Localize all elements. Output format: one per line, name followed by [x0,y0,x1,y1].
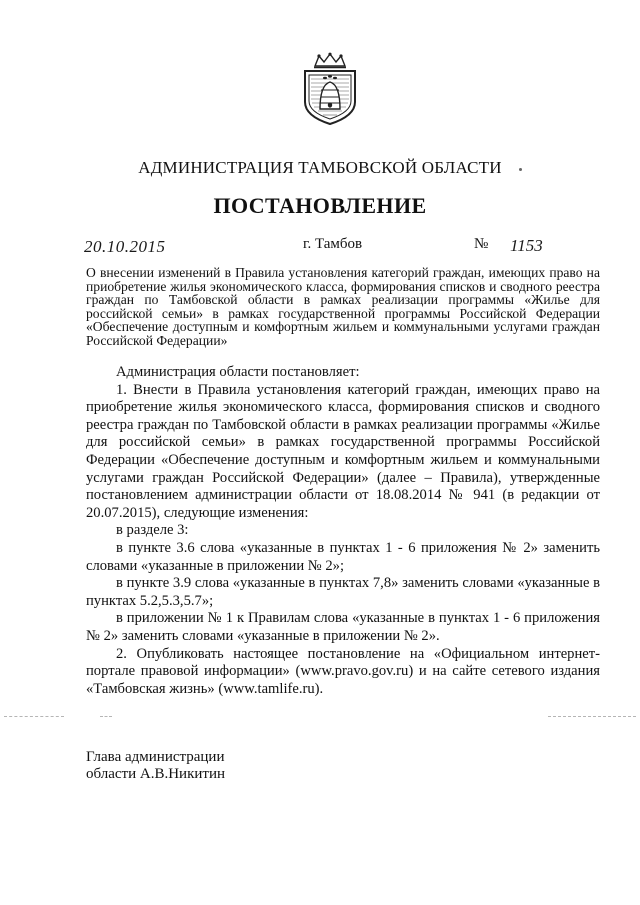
agency-name: АДМИНИСТРАЦИЯ ТАМБОВСКОЙ ОБЛАСТИ [138,158,502,177]
document-city: г. Тамбов [303,236,363,252]
document-number: 1153 [510,236,543,255]
scan-dash-right [548,716,636,717]
body-paragraph: Администрация области постановляет: [116,364,360,380]
document-subject: О внесении изменений в Правила установления категорий граждан, имеющих право на приобретение жилья экономического класса, формирования списков и сводного реестра граждан по Тамбовской области в рамках реализации программы «Жилье для российской семьи» в рамках государственной программы Российской Федерации «Обеспечение доступным и комфортным жильем и коммунальными услугами граждан Российской Федерации» [86,265,600,348]
signature-block [86,749,225,783]
signature-name: области А.В.Никитин [86,766,226,782]
document-title: ПОСТАНОВЛЕНИЕ [213,193,427,218]
body-paragraph: в разделе 3: [116,522,189,539]
body-paragraph: 1. Внести в Правила установления категорий граждан, имеющих право на приобретение жилья экономического класса, формирования списков и сводного реестра граждан по Тамбовской области в рамках реализации программы «Жилье для российской семьи» в рамках государственной программы Российской Федерации «Обеспечение доступным и комфортным жильем и коммунальными услугами граждан Российской Федерации» (далее – Правила), утвержденные постановлением администрации области от 18.08.2014 № 941 (в редакции от 20.07.2015), следующие изменения: [86,381,600,521]
body-paragraph: 2. Опубликовать настоящее постановление на «Официальном интернет-портале правовой информации» (www.pravo.gov.ru) и на сайте сетевого издания «Тамбовская жизнь» (www.tamlife.ru). [86,645,600,697]
signature-title: Глава администрации [86,749,225,765]
body-paragraph: в приложении № 1 к Правилам слова «указанные в пунктах 1 - 6 приложения № 2» заменить словами «указанные в приложении № 2». [86,610,600,644]
body-paragraph: в пункте 3.9 слова «указанные в пунктах 7,8» заменить словами «указанные в пунктах 5.2,5.3,5.7»; [86,575,600,609]
document-date: 20.10.2015 [84,237,166,256]
scan-dash-mid [100,716,112,717]
document-body [86,364,600,698]
body-paragraph: в пункте 3.6 слова «указанные в пунктах 1 - 6 приложения № 2» заменить словами «указанные в приложении № 2»; [86,539,600,574]
number-label: № [474,236,489,252]
stray-mark [519,168,522,171]
coat-of-arms-icon [299,52,361,126]
scan-dash-left [4,716,64,717]
